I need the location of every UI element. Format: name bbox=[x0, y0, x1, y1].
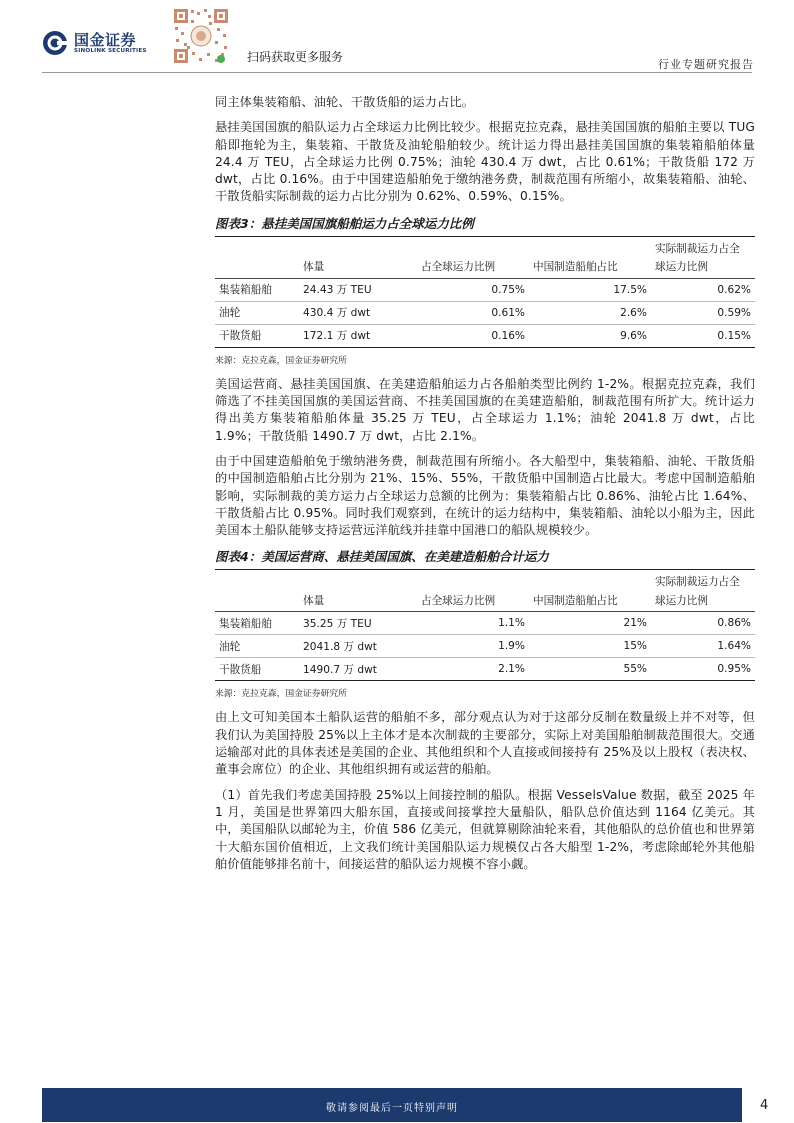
table-cell: 干散货船 bbox=[215, 658, 299, 681]
report-body bbox=[215, 94, 755, 881]
table-cell: 172.1 万 dwt bbox=[299, 324, 417, 347]
table-row bbox=[215, 658, 755, 681]
header-divider bbox=[42, 72, 752, 73]
table-row bbox=[215, 612, 755, 635]
page-number: 4 bbox=[760, 1098, 769, 1113]
scan-qr-text: 扫码获取更多服务 bbox=[247, 50, 344, 64]
figure-4-title: 图表4：美国运营商、悬挂美国国旗、在美建造船舶合计运力 bbox=[215, 547, 755, 570]
table-cell: 35.25 万 TEU bbox=[299, 612, 417, 635]
column-header: 球运力比例 bbox=[651, 256, 755, 279]
table-row bbox=[215, 324, 755, 347]
table-cell: 0.86% bbox=[651, 612, 755, 635]
sinolink-logo-icon bbox=[42, 30, 68, 56]
table-cell: 集装箱船舶 bbox=[215, 278, 299, 301]
table-cell: 17.5% bbox=[529, 278, 651, 301]
table-cell: 油轮 bbox=[215, 635, 299, 658]
table-cell: 1.1% bbox=[417, 612, 529, 635]
column-header: 占全球运力比例 bbox=[417, 589, 529, 612]
table-cell: 0.15% bbox=[651, 324, 755, 347]
logo-text-cn: 国金证券 bbox=[74, 31, 137, 49]
report-type-label: 行业专题研究报告 bbox=[658, 58, 754, 71]
figure-3-title: 图表3：悬挂美国国旗船舶运力占全球运力比例 bbox=[215, 214, 755, 237]
table-cell: 1.9% bbox=[417, 635, 529, 658]
paragraph: 悬挂美国国旗的船队运力占全球运力比例比较少。根据克拉克森，悬挂美国国旗的船舶主要以 TUG 船即拖轮为主，集装箱、干散货及油轮船舶较少。统计运力得出悬挂美国国旗的集装箱船舶体量 24.4 万 TEU，占全球运力比例 0.75%；油轮 430.4 万 dwt，占比 0.61%；干散货船 172 万 dwt，占比 0.16%。由于中国建造船舶免于缴纳港务费，制裁范围有所缩小，故集装箱船、油轮、干散货船实际制裁的运力占比分别为 0.62%、0.59%、0.15%。 bbox=[215, 120, 755, 204]
figure-4-source: 来源：克拉克森，国金证券研究所 bbox=[215, 689, 347, 700]
table-cell: 2.1% bbox=[417, 658, 529, 681]
figure-3-table bbox=[215, 237, 755, 348]
paragraph: 同主体集装箱船、油轮、干散货船的运力占比。 bbox=[215, 95, 475, 109]
table-cell: 2041.8 万 dwt bbox=[299, 635, 417, 658]
column-header bbox=[215, 589, 299, 612]
table-cell: 0.75% bbox=[417, 278, 529, 301]
table-cell: 21% bbox=[529, 612, 651, 635]
table-cell: 24.43 万 TEU bbox=[299, 278, 417, 301]
table-cell: 0.62% bbox=[651, 278, 755, 301]
paragraph: 由于中国建造船舶免于缴纳港务费，制裁范围有所缩小。各大船型中，集装箱船、油轮、干散货船的中国制造船舶占比分别为 21%、15%、55%，干散货船中国制造占比最大。考虑中国制造船舶影响，实际制裁的美方运力占全球运力总额的比例为：集装箱船占比 0.86%、油轮占比 1.64%、干散货船占比 0.95%。同时我们观察到，在统计的运力结构中，集装箱船、油轮以小船为主，因此美国本土船队能够支持运营远洋航线并挂靠中国港口的船队规模较少。 bbox=[215, 453, 755, 538]
table-cell: 集装箱船舶 bbox=[215, 612, 299, 635]
column-header: 中国制造船舶占比 bbox=[529, 256, 651, 279]
column-header: 占全球运力比例 bbox=[417, 256, 529, 279]
table-cell: 55% bbox=[529, 658, 651, 681]
company-logo bbox=[42, 30, 147, 56]
logo-text-en: SINOLINK SECURITIES bbox=[74, 48, 147, 54]
table-cell: 0.95% bbox=[651, 658, 755, 681]
column-header bbox=[215, 256, 299, 279]
column-header: 中国制造船舶占比 bbox=[529, 589, 651, 612]
table-cell: 0.61% bbox=[417, 301, 529, 324]
figure-4-table bbox=[215, 570, 755, 681]
column-header: 球运力比例 bbox=[651, 589, 755, 612]
figure-3-source: 来源：克拉克森，国金证券研究所 bbox=[215, 355, 347, 366]
table-cell: 干散货船 bbox=[215, 324, 299, 347]
table-cell: 430.4 万 dwt bbox=[299, 301, 417, 324]
table-row bbox=[215, 301, 755, 324]
paragraph: 美国运营商、悬挂美国国旗、在美建造船舶运力占各船舶类型比例约 1-2%。根据克拉克森，我们筛选了不挂美国国旗的美国运营商、不挂美国国旗的在美建造船舶，制裁范围有所扩大。统计运力得出美方集装箱船舶体量 35.25 万 TEU，占全球运力 1.1%；油轮 2041.8 万 dwt，占比 1.9%；干散货船 1490.7 万 dwt，占比 2.1%。 bbox=[215, 376, 755, 443]
column-header: 体量 bbox=[299, 589, 417, 612]
column-header: 实际制裁运力占全 bbox=[655, 242, 740, 255]
table-row bbox=[215, 278, 755, 301]
qr-code-icon[interactable] bbox=[171, 6, 231, 66]
table-cell: 2.6% bbox=[529, 301, 651, 324]
table-cell: 0.59% bbox=[651, 301, 755, 324]
table-cell: 油轮 bbox=[215, 301, 299, 324]
footer-bar bbox=[42, 1088, 742, 1122]
paragraph: 由上文可知美国本土船队运营的船舶不多，部分观点认为对于这部分反制在数量级上并不对等，但我们认为美国持股 25%以上主体才是本次制裁的主要部分，实际上对美国船舶制裁范围很大。交通运输部对此的具体表述是美国的企业、其他组织和个人直接或间接持有 25%及以上股权（表决权、董事会席位）的企业、其他组织拥有或运营的船舶。 bbox=[215, 710, 755, 777]
table-cell: 0.16% bbox=[417, 324, 529, 347]
column-header: 体量 bbox=[299, 256, 417, 279]
footer-disclaimer: 敬请参阅最后一页特别声明 bbox=[326, 1103, 458, 1114]
page-header bbox=[0, 0, 794, 76]
table-row bbox=[215, 635, 755, 658]
table-cell: 1490.7 万 dwt bbox=[299, 658, 417, 681]
paragraph: （1）首先我们考虑美国持股 25%以上间接控制的船队。根据 VesselsValue 数据，截至 2025 年 1 月，美国是世界第四大船东国，直接或间接掌控大量船队，船队总价值达到 1164 亿美元。其中，美国船队以邮轮为主，价值 586 亿美元，但就算剔除油轮来看，其他船队的总价值也和世界第十大船东国价值相近，上文我们统计美国船队运力规模仅占各大船型 1-2%，考虑除邮轮外其他船舶价值能够排名前十，间接运营的船队运力规模不容小觑。 bbox=[215, 787, 755, 871]
table-cell: 9.6% bbox=[529, 324, 651, 347]
table-cell: 1.64% bbox=[651, 635, 755, 658]
table-cell: 15% bbox=[529, 635, 651, 658]
column-header: 实际制裁运力占全 bbox=[655, 576, 740, 589]
